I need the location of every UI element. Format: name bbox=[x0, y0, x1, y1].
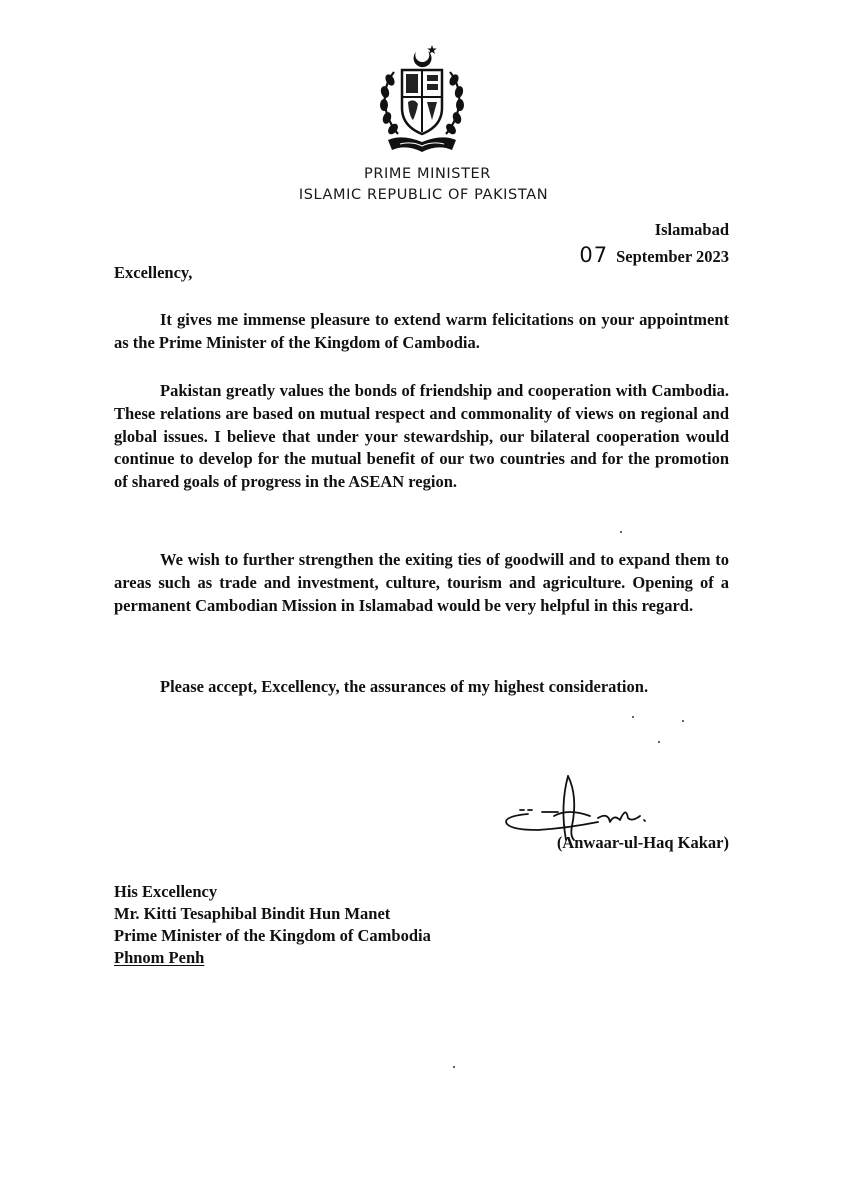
scan-speck bbox=[682, 720, 684, 722]
scan-speck bbox=[453, 1066, 455, 1068]
scan-speck bbox=[620, 531, 622, 533]
letter-place: Islamabad bbox=[654, 220, 729, 239]
letterhead-subtitle: ISLAMIC REPUBLIC OF PAKISTAN bbox=[298, 187, 549, 203]
date-day: 07 bbox=[579, 243, 609, 267]
addressee-honorific: His Excellency bbox=[114, 882, 218, 901]
state-emblem-icon bbox=[372, 42, 472, 160]
scan-speck bbox=[658, 741, 660, 743]
paragraph-closing: Please accept, Excellency, the assurances of my highest consideration. bbox=[160, 677, 649, 696]
signer-name: (Anwaar-ul-Haq Kakar) bbox=[556, 833, 729, 852]
letterhead-title: PRIME MINISTER bbox=[364, 166, 491, 182]
paragraph-strengthen-ties: We wish to further strengthen the exiting ties of goodwill and to expand them to areas such as trade and investment, culture, tourism and agriculture. Opening of a permanent Cambodian Mission in Islamabad would be very helpful in this regard. bbox=[114, 550, 729, 615]
paragraph-friendship: Pakistan greatly values the bonds of friendship and cooperation with Cambodia. These relations are based on mutual respect and commonality of views on regional and global issues. I believe that under your stewardship, our bilateral cooperation would continue to develop for the mutual benefit of our two countries and for the promotion of shared goals of progress in the ASEAN region. bbox=[114, 381, 729, 492]
salutation: Excellency, bbox=[114, 263, 193, 282]
addressee-title: Prime Minister of the Kingdom of Cambodia bbox=[114, 926, 431, 945]
addressee-name: Mr. Kitti Tesaphibal Bindit Hun Manet bbox=[114, 904, 391, 923]
scan-speck bbox=[632, 716, 634, 718]
addressee-city: Phnom Penh bbox=[114, 948, 205, 967]
date-month-year: September 2023 bbox=[616, 247, 729, 266]
paragraph-felicitations: It gives me immense pleasure to extend warm felicitations on your appointment as the Prime Minister of the Kingdom of Cambodia. bbox=[114, 310, 729, 352]
letter-date bbox=[579, 243, 729, 267]
